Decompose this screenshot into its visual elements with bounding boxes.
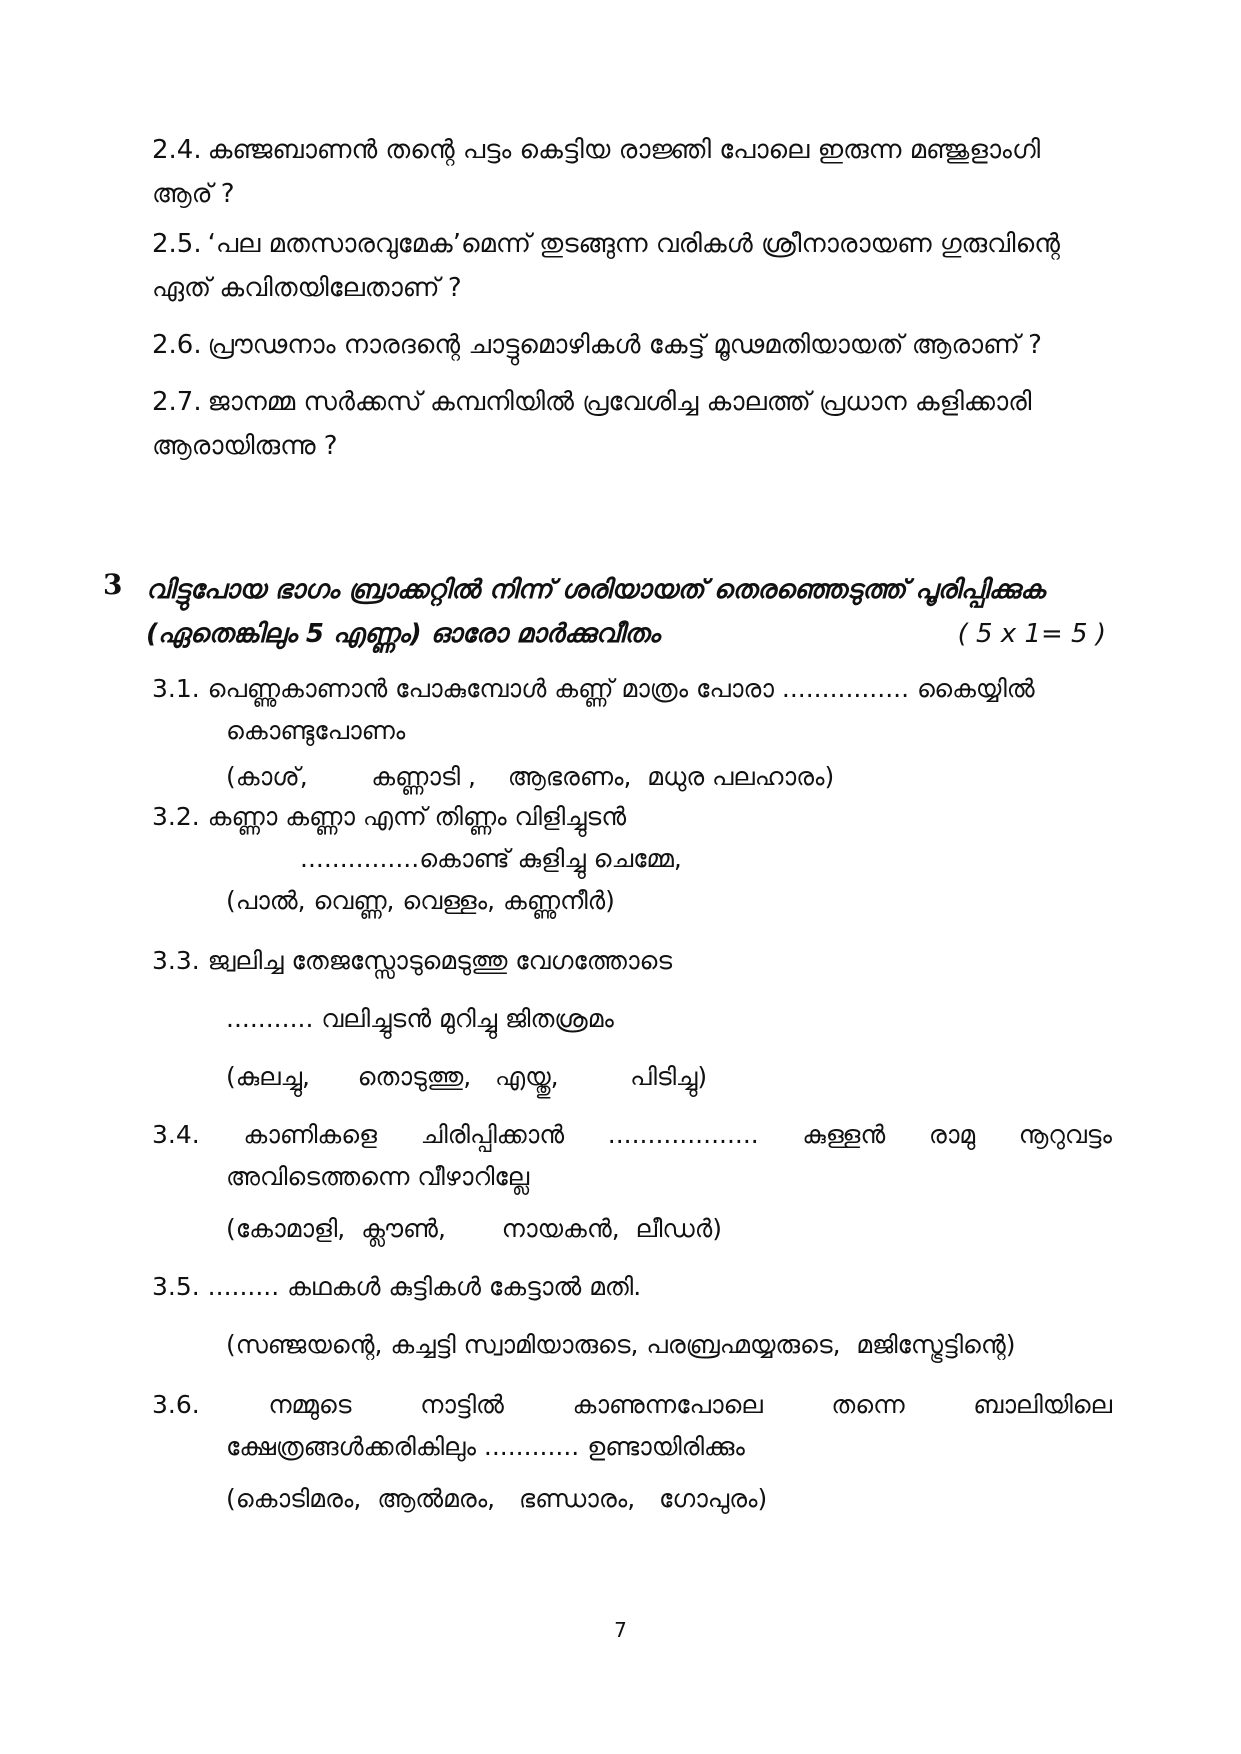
question-3-4 bbox=[152, 1114, 1112, 1198]
question-3-6 bbox=[152, 1384, 1112, 1468]
question-number: 3.4. bbox=[152, 1120, 200, 1149]
question-text: ജ്വലിച്ച തേജസ്സോടുമെടുത്തു വേഗത്തോടെ bbox=[207, 946, 673, 975]
options-3-4 bbox=[226, 1208, 722, 1250]
question-3-1 bbox=[152, 668, 1112, 752]
question-number: 3.5. bbox=[152, 1272, 200, 1301]
question-number: 3.6. bbox=[152, 1390, 200, 1419]
question-2-7 bbox=[152, 380, 1112, 468]
question-text: ‘പല മതസാരവുമേക’മെന്ന് തുടങ്ങുന്ന വരികൾ ശ്രീനാരായണ ഗുരുവിന്റെ bbox=[207, 229, 1060, 259]
option: എയ്തു, bbox=[495, 1062, 559, 1091]
option: (കോമാളി, bbox=[226, 1214, 346, 1243]
option: പിടിച്ചു) bbox=[630, 1062, 708, 1091]
word: നമ്മുടെ bbox=[268, 1390, 352, 1419]
question-text: ......... കഥകൾ കുട്ടികൾ കേട്ടാൽ മതി. bbox=[207, 1272, 642, 1301]
question-number: 2.7. bbox=[152, 387, 202, 417]
word: ബാലിയിലെ bbox=[973, 1390, 1112, 1419]
word: രാമു bbox=[928, 1120, 976, 1149]
question-text: പെണ്ണുകാണാൻ പോകുമ്പോൾ കണ്ണ് മാത്രം പോരാ ................ കൈയ്യിൽ bbox=[207, 674, 1035, 703]
options-3-1 bbox=[226, 756, 834, 798]
question-text: ജാനമ്മ സർക്കസ് കമ്പനിയിൽ പ്രവേശിച്ച കാലത്ത് പ്രധാന കളിക്കാരി bbox=[207, 387, 1032, 417]
question-number: 3.3. bbox=[152, 946, 200, 975]
option: ആൽമരം, bbox=[377, 1484, 496, 1513]
word: ചിരിപ്പിക്കാൻ bbox=[420, 1120, 565, 1149]
word: തന്നെ bbox=[831, 1390, 905, 1419]
option: നായകൻ, bbox=[501, 1214, 620, 1243]
option: ലീഡർ) bbox=[635, 1214, 722, 1243]
option: ആഭരണം, bbox=[507, 762, 632, 791]
question-number: 2.6. bbox=[152, 330, 202, 360]
question-text-cont: ആര് ? bbox=[152, 179, 235, 209]
question-text-cont: അവിടെത്തന്നെ വീഴാറില്ലേ bbox=[226, 1162, 530, 1191]
option: (കൊടിമരം, bbox=[226, 1484, 362, 1513]
section-number: 3 bbox=[103, 568, 123, 601]
options-3-5: (സഞ്ജയന്റെ, കച്ചട്ടി സ്വാമിയാരുടെ, പരബ്രഹ്മയ്യരുടെ, മജിസ്ട്രേട്ടിന്റെ) bbox=[226, 1330, 1016, 1359]
question-text: കണ്ണാ കണ്ണാ എന്ന് തിണ്ണം വിളിച്ചുടൻ bbox=[207, 802, 627, 831]
option: ക്ലൗൺ, bbox=[361, 1214, 447, 1243]
question-number: 2.4. bbox=[152, 135, 202, 165]
question-2-4 bbox=[152, 128, 1112, 216]
question-text: പ്രൗഢനാം നാരദന്റെ ചാട്ടുമൊഴികൾ കേട്ട് മൂഢമതിയായത് ആരാണ് ? bbox=[207, 330, 1042, 360]
option: കണ്ണാടി , bbox=[371, 762, 476, 791]
question-3-2 bbox=[152, 796, 1112, 880]
question-text: കഞ്ജബാണൻ തന്റെ പട്ടം കെട്ടിയ രാജ്ഞി പോലെ ഇരുന്ന മഞ്ജുളാംഗി bbox=[207, 135, 1041, 165]
section-instruction: വിട്ടുപോയ ഭാഗം ബ്രാക്കറ്റിൽ നിന്ന് ശരിയായത് തെരഞ്ഞെടുത്ത് പൂരിപ്പിക്കുക bbox=[146, 575, 1045, 605]
word: നാട്ടിൽ bbox=[420, 1390, 504, 1419]
word: നൂറുവട്ടം bbox=[1018, 1120, 1112, 1149]
question-text-cont: ...............കൊണ്ട് കുളിച്ചു ചെമ്മേ, bbox=[300, 844, 682, 873]
page-number: 7 bbox=[614, 1618, 627, 1642]
option: മധുര പലഹാരം) bbox=[647, 762, 835, 791]
options-3-2: (പാൽ, വെണ്ണ, വെള്ളം, കണ്ണുനീർ) bbox=[226, 886, 615, 915]
word: കാണുന്നപോലെ bbox=[572, 1390, 763, 1419]
option: ഗോപുരം) bbox=[659, 1484, 768, 1513]
option: (കുലച്ചു, bbox=[226, 1062, 310, 1091]
question-3-3 bbox=[152, 940, 1112, 982]
blank: ................... bbox=[607, 1120, 759, 1149]
question-text-cont: കൊണ്ടുപോണം bbox=[226, 716, 406, 745]
section-instruction-cont: (ഏതെങ്കിലും 5 എണ്ണം) ഓരോ മാർക്കുവീതം bbox=[146, 619, 660, 649]
word: കാണികളെ bbox=[243, 1120, 377, 1149]
question-number: 3.1. bbox=[152, 674, 200, 703]
question-number: 2.5. bbox=[152, 229, 202, 259]
section-marks: ( 5 x 1= 5 ) bbox=[957, 619, 1106, 649]
option: (കാശ്, bbox=[226, 762, 308, 791]
question-text-cont: ആരായിരുന്നു ? bbox=[152, 431, 338, 461]
option: ഭണ്ഡാരം, bbox=[518, 1484, 636, 1513]
word: കുള്ളൻ bbox=[802, 1120, 886, 1149]
question-3-3-line2: ........... വലിച്ചുടൻ മുറിച്ചു ജിതശ്രമം bbox=[226, 1004, 614, 1033]
question-number: 3.2. bbox=[152, 802, 200, 831]
question-text-cont: ഏത് കവിതയിലേതാണ് ? bbox=[152, 273, 462, 303]
section-heading bbox=[146, 568, 1112, 656]
question-2-5 bbox=[152, 222, 1112, 310]
option: തൊടുത്തു, bbox=[357, 1062, 472, 1091]
question-3-5 bbox=[152, 1266, 1112, 1308]
question-text-cont: ക്ഷേത്രങ്ങൾക്കരികിലും ............ ഉണ്ടായിരിക്കും bbox=[226, 1432, 745, 1461]
question-2-6 bbox=[152, 323, 1112, 367]
options-3-6 bbox=[226, 1478, 767, 1520]
options-3-3 bbox=[226, 1056, 707, 1098]
